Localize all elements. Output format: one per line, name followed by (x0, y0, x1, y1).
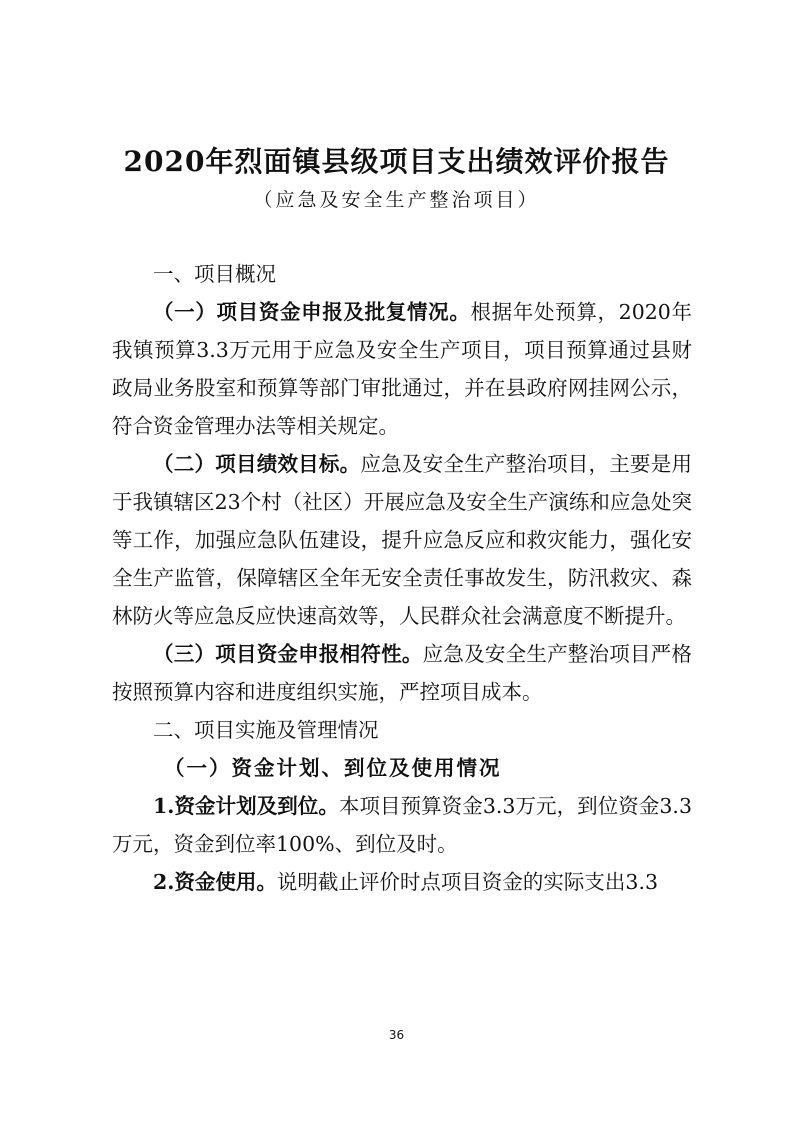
paragraph-text: 应急及安全生产整治项目，主要是用于我镇辖区23个村（社区）开展应急及安全生产演练和应急处突等工作，加强应急队伍建设，提升应急反应和救灾能力，强化安全生产监管，保障辖区全年无安全责任事故发生，防汛救灾、森林防火等应急反应快速高效等，人民群众社会满意度不断提升。 (112, 452, 693, 628)
paragraph-text: 应急及安全生产整治项目严格按照预算内容和进度组织实施，严控项目成本。 (112, 642, 693, 704)
paragraph-lead: （三）项目资金申报相符性。 (153, 642, 423, 666)
paragraph-lead: 1.资金计划及到位。 (153, 794, 339, 818)
paragraph-text: 根据年处预算，2020年我镇预算3.3万元用于应急及安全生产项目，项目预算通过县财政局业务股室和预算等部门审批通过，并在县政府网挂网公示，符合资金管理办法等相关规定。 (112, 300, 693, 438)
section-heading-overview: 一、项目概况 (153, 262, 276, 286)
paragraph-lead: 2.资金使用。 (153, 870, 277, 894)
paragraph-funding-use (112, 863, 692, 901)
section-heading-implementation: 二、项目实施及管理情况 (153, 718, 379, 742)
paragraph-funding-plan (112, 787, 692, 863)
document-title: 2020年烈面镇县级项目支出绩效评价报告 (123, 145, 670, 178)
paragraph-text: 本项目预算资金3.3万元，到位资金3.3万元，资金到位率100%、到位及时。 (112, 794, 692, 856)
paragraph-funding-approval (112, 293, 692, 445)
document-subtitle: （应急及安全生产整治项目） (253, 189, 540, 211)
document-body (112, 255, 692, 901)
paragraph-lead: （一）项目资金申报及批复情况。 (153, 300, 471, 324)
paragraph-funding-consistency (112, 635, 692, 711)
paragraph-text: 说明截止评价时点项目资金的实际支出3.3 (276, 870, 659, 894)
subsection-heading-funding: （一）资金计划、到位及使用情况 (164, 756, 502, 780)
page-number: 36 (388, 1028, 405, 1042)
paragraph-lead: （二）项目绩效目标。 (153, 452, 361, 476)
paragraph-performance-goals (112, 445, 692, 635)
